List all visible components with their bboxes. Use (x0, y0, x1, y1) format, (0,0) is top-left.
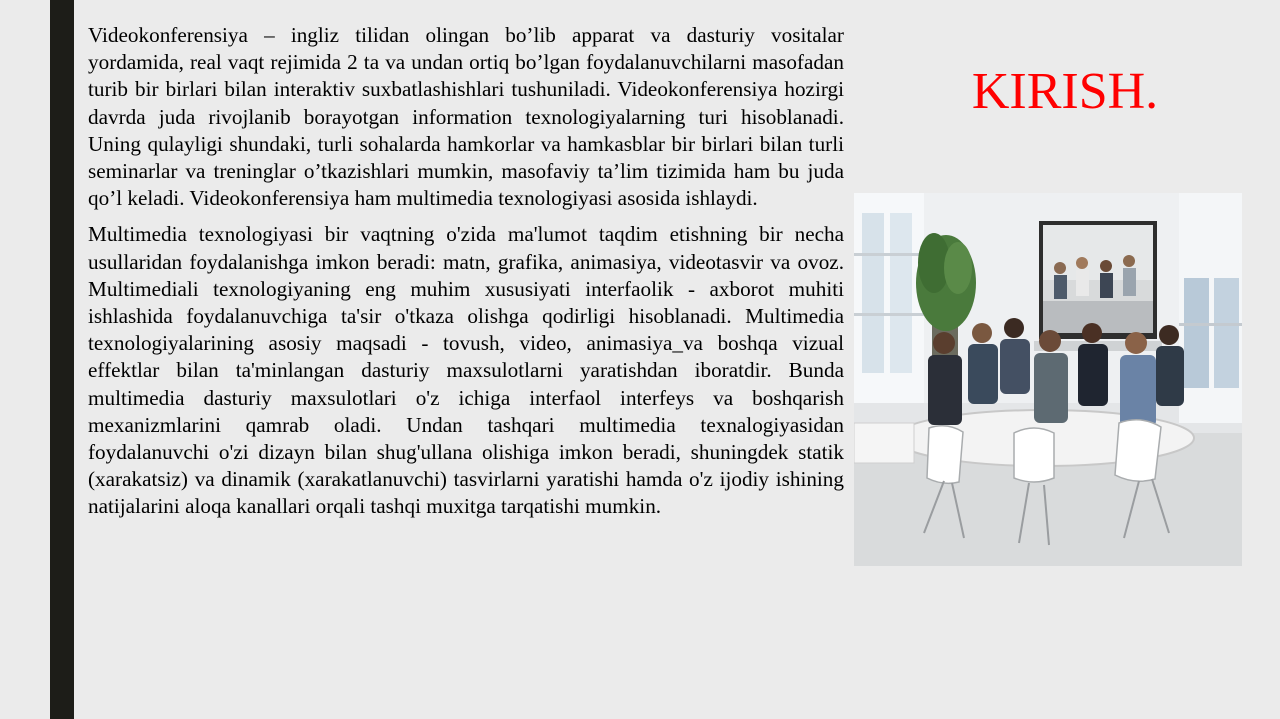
videoconference-meeting-photo (854, 193, 1242, 566)
paragraph-multimedia: Multimedia texnologiyasi bir vaqtning o'zida ma'lumot taqdim etishning bir necha usullaridan foydalanishga imkon beradi: matn, grafika, animasiya, videotasvir va ovoz. Multimediali texnologiyaning eng muhim xususiyati interfaolik - axborot muhiti ishlashida foydalanuvchiga ta'sir o'tkaza olishga qodirligi hisoblanadi. Multimedia texnologiyalarining asosiy maqsadi - tovush, video, animasiya_va boshqa vizual effektlar bilan ta'minlangan dasturiy maxsulotlarni yaratishdan iboratdir. Bunda multimedia dasturiy maxsulotlari o'z ichiga interfaol interfeys va boshqarish mexanizmlarini qamrab oladi. Undan tashqari multimedia texnalogiyasidan foydalanuvchi o'zi dizayn bilan shug'ullana olishiga imkon beradi, shuningdek statik (xarakatsiz) va dinamik (xarakatlanuvchi) tasvirlarni yaratishi hamda o'z ijodiy ishining natijalarini aloqa kanallari orqali tashqi muxitga tarqatishi mumkin. (88, 222, 844, 519)
slide-title: KIRISH. (971, 63, 1159, 120)
slide-body (88, 22, 844, 521)
paragraph-videoconference: Videokonferensiya – ingliz tilidan olingan bo’lib apparat va dasturiy vositalar yordamida, real vaqt rejimida 2 ta va undan ortiq bo’lgan foydalanuvchilarni masofadan turib bir birlari bilan interaktiv suxbatlashishlari tushuniladi. Videokonferensiya hozirgi davrda juda rivojlanib borayotgan information texnologiyalarning turi hisoblanadi. Uning qulayligi shundaki, turli sohalarda hamkorlar va hamkasblar bir birlari bilan turli seminarlar va treninglar o’tkazishlari mumkin, masofaviy ta’lim tizimida ham bu juda qo’l keladi. Videokonferensiya ham multimedia texnologiyasi asosida ishlaydi. (88, 23, 844, 211)
accent-bar (50, 0, 74, 719)
